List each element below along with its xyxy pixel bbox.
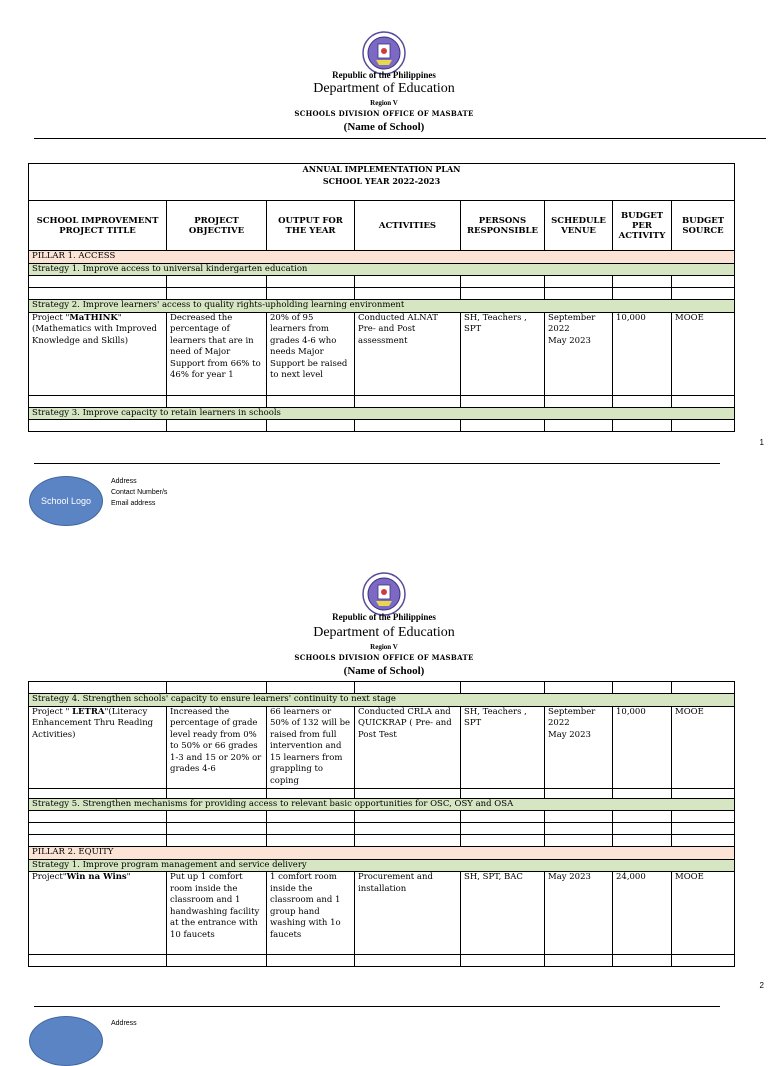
output-cell: 20% of 95 learners from grades 4-6 who needs Major Support be raised to next level <box>267 312 355 395</box>
division-line: SCHOOLS DIVISION OFFICE OF MASBATE <box>294 653 474 662</box>
source-cell: MOOE <box>672 312 735 395</box>
table-row <box>29 811 735 823</box>
budget-cell: 24,000 <box>613 872 672 955</box>
activities-cell: Procurement and installation <box>355 872 461 955</box>
activities-cell: Conducted ALNAT Pre- and Post assessment <box>355 312 461 395</box>
address-line: Address <box>111 478 137 485</box>
schedule-cell: September 2022 May 2023 <box>545 706 613 788</box>
plan-title: ANNUAL IMPLEMENTATION PLAN <box>302 164 461 174</box>
school-name: (Name of School) <box>343 121 425 133</box>
table-row <box>29 788 735 798</box>
budget-cell: 10,000 <box>613 312 672 395</box>
page-1 <box>0 0 768 530</box>
project-title-cell: Project "MaTHINK"(Mathematics with Improved Knowledge and Skills) <box>29 312 167 395</box>
table-row <box>29 823 735 835</box>
footer-contact <box>111 476 167 509</box>
source-cell: MOOE <box>672 706 735 788</box>
persons-cell: SH, Teachers , SPT <box>461 706 545 788</box>
persons-cell: SH, Teachers , SPT <box>461 312 545 395</box>
strategy-row: Strategy 5. Strengthen mechanisms for providing access to relevant basic opportunities for OSC, OSY and OSA <box>29 798 735 811</box>
division-line: SCHOOLS DIVISION OFFICE OF MASBATE <box>294 109 474 118</box>
col-schedule: SCHEDULE VENUE <box>545 201 613 251</box>
department-title: Department of Education <box>313 625 455 640</box>
project-name: LETRA <box>72 706 105 717</box>
project-name: MaTHINK <box>69 312 118 323</box>
table-row <box>29 420 735 432</box>
output-cell: 1 comfort room inside the classroom and 1 group hand washing with 1o faucets <box>267 872 355 955</box>
footer-rule <box>34 1006 720 1007</box>
aip-table-page2 <box>28 681 735 967</box>
table-row <box>29 835 735 847</box>
table-row <box>29 288 735 300</box>
plan-school-year: SCHOOL YEAR 2022-2023 <box>322 175 441 186</box>
address-line: Address <box>111 1020 137 1027</box>
objective-cell: Decreased the percentage of learners that are in need of Major Support from 66% to 46% for year 1 <box>167 312 267 395</box>
strategy-row: Strategy 1. Improve program management and service delivery <box>29 859 735 872</box>
col-activities: ACTIVITIES <box>355 201 461 251</box>
table-row <box>29 276 735 288</box>
col-source: BUDGET SOURCE <box>672 201 735 251</box>
aip-table-page1 <box>28 163 735 432</box>
deped-seal-icon <box>362 572 406 616</box>
footer-rule <box>34 463 720 464</box>
activities-cell: Conducted CRLA and QUICKRAP ( Pre- and Post Test <box>355 706 461 788</box>
table-row <box>29 706 735 788</box>
output-cell: 66 learners or 50% of 132 will be raised from full intervention and 15 learners from grappling to coping <box>267 706 355 788</box>
school-name: (Name of School) <box>343 665 425 677</box>
header-rule <box>34 138 766 139</box>
email-line: Email address <box>111 500 156 507</box>
school-logo: School Logo <box>29 476 103 526</box>
project-title-cell: Project " LETRA"(Literacy Enhancement Thru Reading Activities) <box>29 706 167 788</box>
deped-seal-icon <box>362 31 406 75</box>
col-output: OUTPUT FOR THE YEAR <box>267 201 355 251</box>
contact-line: Contact Number/s <box>111 489 168 496</box>
pillar-row: PILLAR 1. ACCESS <box>29 251 735 264</box>
objective-cell: Put up 1 comfort room inside the classroom and 1 handwashing facility at the entrance with 10 faucets <box>167 872 267 955</box>
objective-cell: Increased the percentage of grade level ready from 0% to 50% or 66 grades 1-3 and 15 or 20% or grades 4-6 <box>167 706 267 788</box>
strategy-row: Strategy 2. Improve learners' access to quality rights-upholding learning environment <box>29 300 735 313</box>
persons-cell: SH, SPT, BAC <box>461 872 545 955</box>
strategy-row: Strategy 1. Improve access to universal kindergarten education <box>29 263 735 276</box>
department-title: Department of Education <box>313 81 455 96</box>
region-line: Region V <box>370 643 398 651</box>
col-budget: BUDGET PER ACTIVITY <box>613 201 672 251</box>
source-cell: MOOE <box>672 872 735 955</box>
page-number: 2 <box>759 981 764 990</box>
republic-line: Republic of the Philippines <box>332 70 436 80</box>
project-name: Win na Wins <box>66 872 127 882</box>
page-number: 1 <box>759 438 764 447</box>
strategy-row: Strategy 4. Strengthen schools' capacity to ensure learners' continuity to next stage <box>29 694 735 707</box>
region-line: Region V <box>370 99 398 107</box>
col-persons: PERSONS RESPONSIBLE <box>461 201 545 251</box>
republic-line: Republic of the Philippines <box>332 612 436 622</box>
table-row <box>29 312 735 395</box>
project-title-cell: Project"Win na Wins" <box>29 872 167 955</box>
schedule-cell: May 2023 <box>545 872 613 955</box>
table-row <box>29 955 735 967</box>
budget-cell: 10,000 <box>613 706 672 788</box>
table-row <box>29 395 735 407</box>
table-row <box>29 682 735 694</box>
strategy-row: Strategy 3. Improve capacity to retain learners in schools <box>29 407 735 420</box>
schedule-cell: September 2022 May 2023 <box>545 312 613 395</box>
col-objective: PROJECT OBJECTIVE <box>167 201 267 251</box>
table-row <box>29 872 735 955</box>
plan-title-cell <box>29 164 735 201</box>
col-project-title: SCHOOL IMPROVEMENT PROJECT TITLE <box>29 201 167 251</box>
pillar-row: PILLAR 2. EQUITY <box>29 847 735 860</box>
page-2 <box>0 572 768 1027</box>
